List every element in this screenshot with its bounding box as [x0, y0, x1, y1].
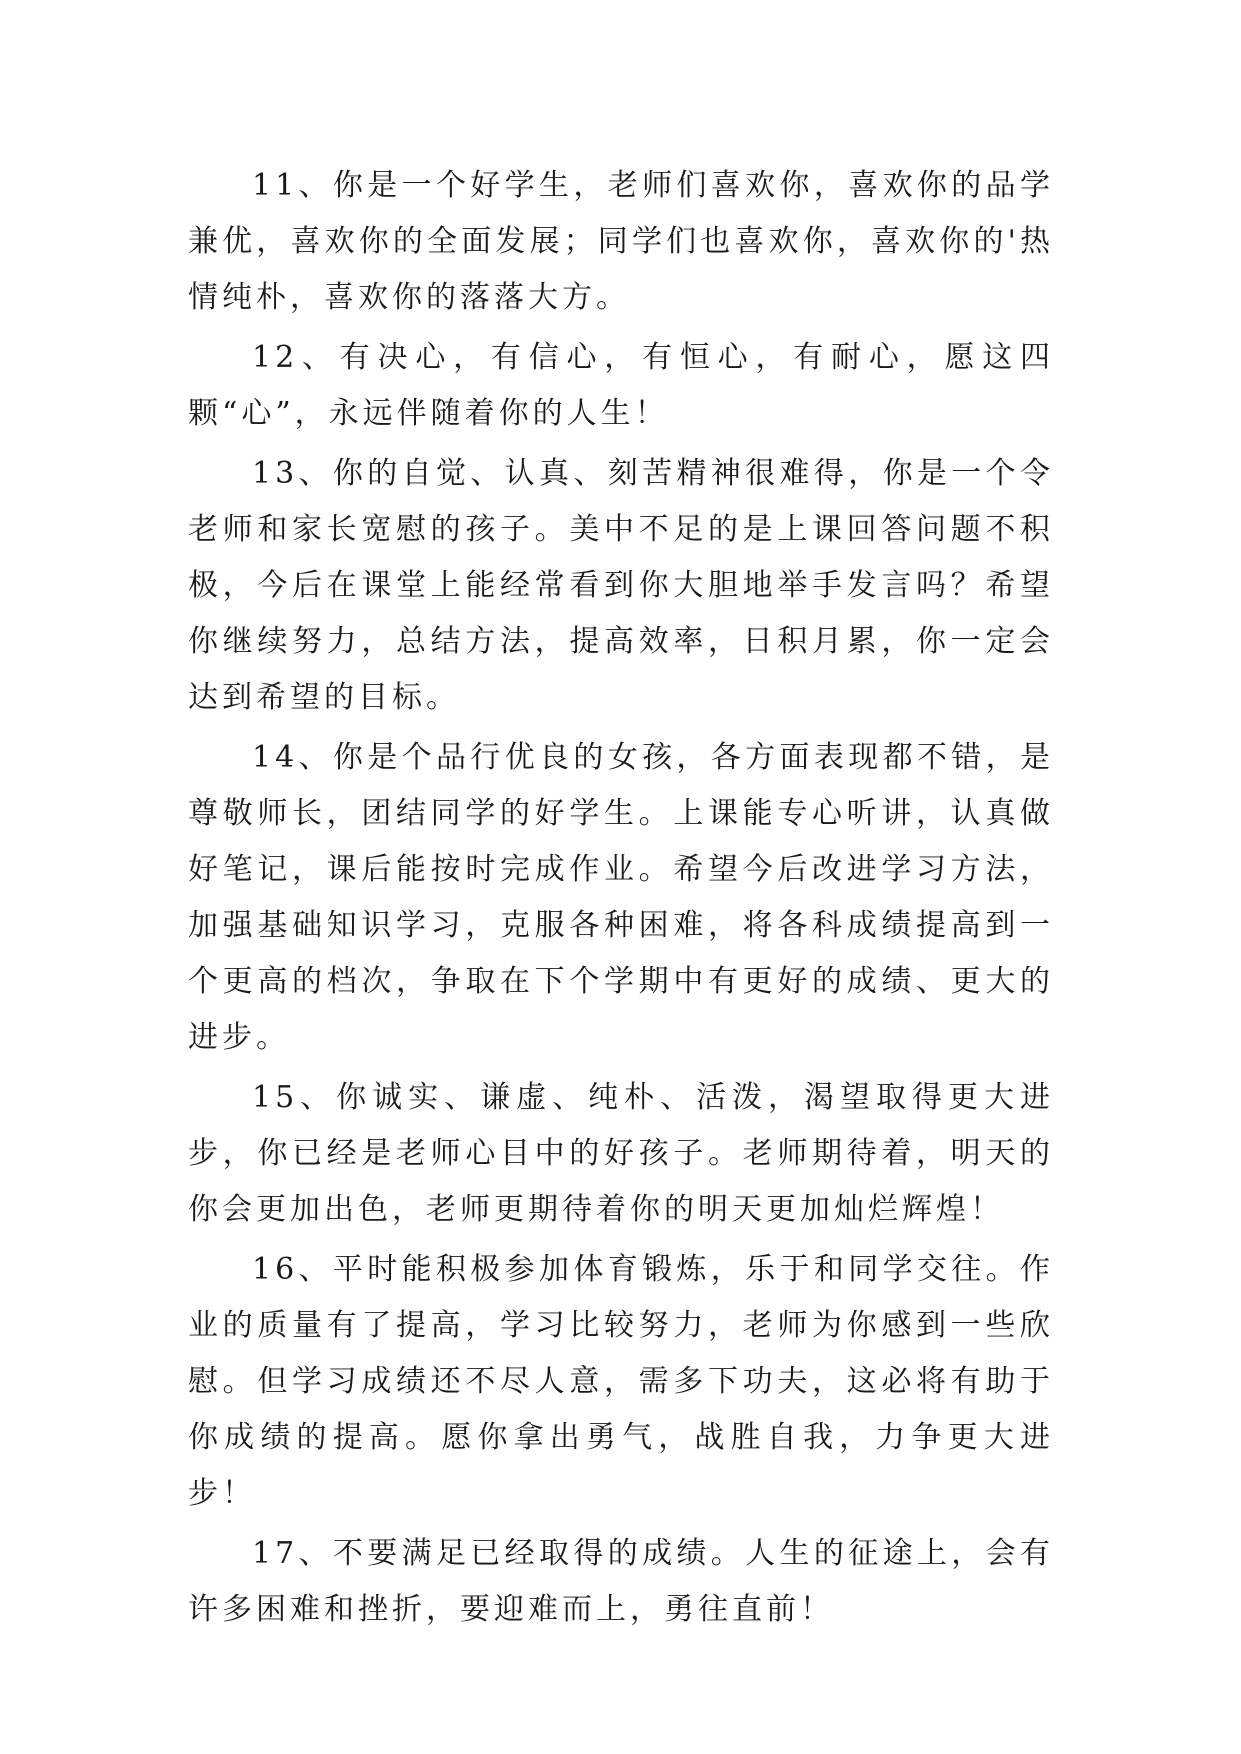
comment-paragraph-13: 13、你的自觉、认真、刻苦精神很难得，你是一个令老师和家长宽慰的孩子。美中不足的是上课回答问题不积极，今后在课堂上能经常看到你大胆地举手发言吗？希望你继续努力，总结方法，提高效率，日积月累，你一定会达到希望的目标。: [188, 456, 1054, 715]
comment-paragraph-14: 14、你是个品行优良的女孩，各方面表现都不错，是尊敬师长，团结同学的好学生。上课能专心听讲，认真做好笔记，课后能按时完成作业。希望今后改进学习方法，加强基础知识学习，克服各种困难，将各科成绩提高到一个更高的档次，争取在下个学期中有更好的成绩、更大的进步。: [188, 740, 1054, 1055]
comment-paragraph-17: 17、不要满足已经取得的成绩。人生的征途上，会有许多困难和挫折，要迎难而上，勇往直前！: [188, 1536, 1054, 1627]
comment-paragraph-12: 12、有决心，有信心，有恒心，有耐心，愿这四颗“心”，永远伴随着你的人生！: [188, 340, 1054, 431]
comment-paragraph-11: 11、你是一个好学生，老师们喜欢你，喜欢你的品学兼优，喜欢你的全面发展；同学们也喜欢你，喜欢你的'热情纯朴，喜欢你的落落大方。: [188, 168, 1054, 315]
comment-paragraph-16: 16、平时能积极参加体育锻炼，乐于和同学交往。作业的质量有了提高，学习比较努力，老师为你感到一些欣慰。但学习成绩还不尽人意，需多下功夫，这必将有助于你成绩的提高。愿你拿出勇气，战胜自我，力争更大进步！: [188, 1252, 1054, 1511]
comment-paragraph-15: 15、你诚实、谦虚、纯朴、活泼，渴望取得更大进步，你已经是老师心目中的好孩子。老师期待着，明天的你会更加出色，老师更期待着你的明天更加灿烂辉煌！: [188, 1080, 1054, 1227]
document-body: [188, 158, 1054, 1638]
